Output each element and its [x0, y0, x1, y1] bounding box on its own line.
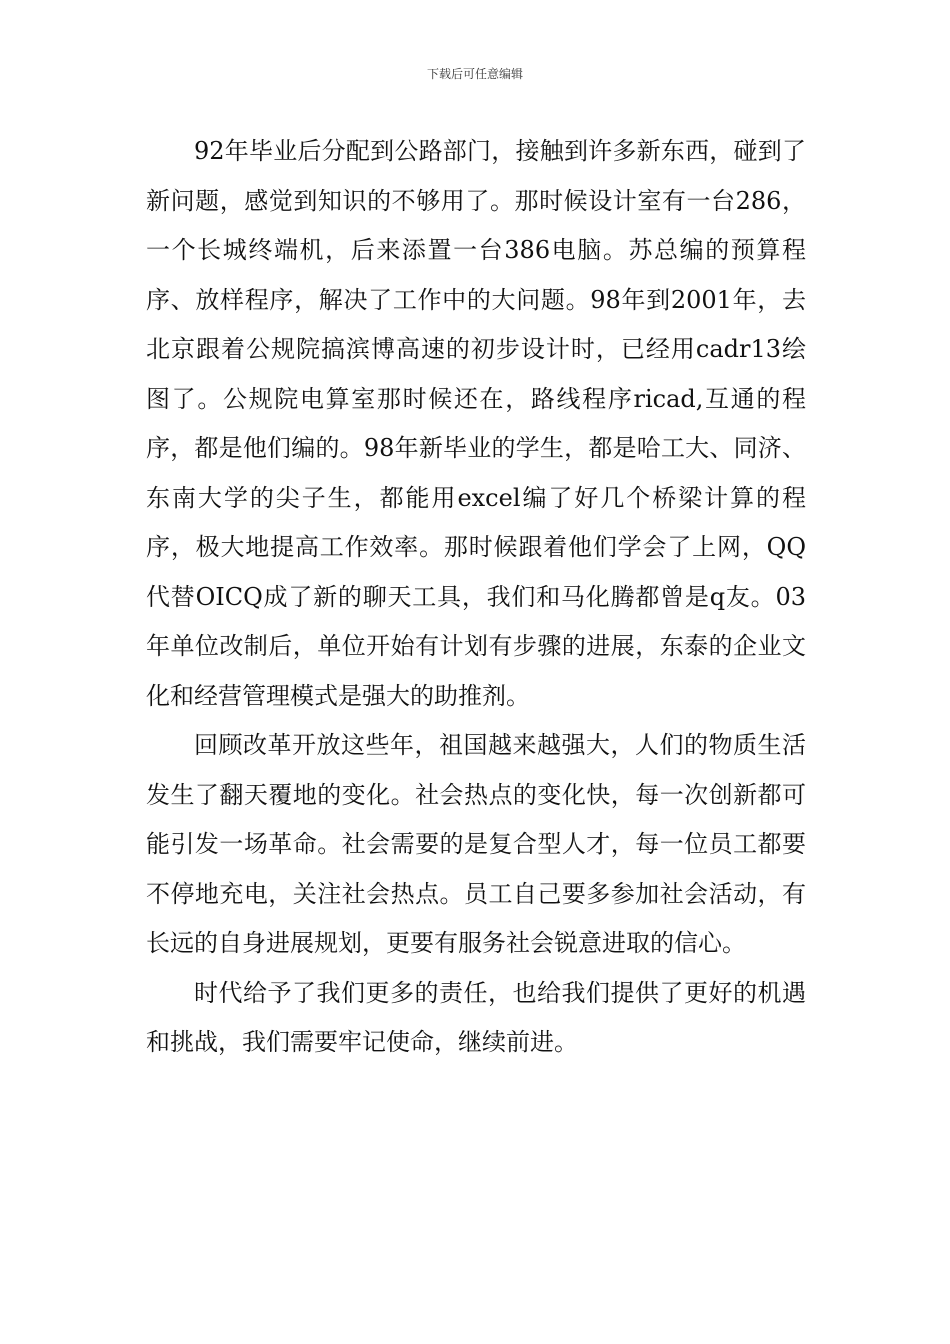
paragraph-2: 回顾改革开放这些年，祖国越来越强大，人们的物质生活发生了翻天覆地的变化。社会热点的变化快，每一次创新都可能引发一场革命。社会需要的是复合型人才，每一位员工都要不停地充电，关注社会热点。员工自己要多参加社会活动，有长远的自身进展规划，更要有服务社会锐意进取的信心。	[146, 731, 806, 957]
header-note: 下载后可任意编辑	[426, 67, 523, 81]
paragraph-3: 时代给予了我们更多的责任，也给我们提供了更好的机遇和挑战，我们需要牢记使命，继续前进。	[146, 978, 806, 1056]
document-body	[146, 127, 806, 1068]
paragraph-1: 92年毕业后分配到公路部门，接触到许多新东西，碰到了新问题，感觉到知识的不够用了。那时候设计室有一台286，一个长城终端机，后来添置一台386电脑。苏总编的预算程序、放样程序，解决了工作中的大问题。98年到2001年，去北京跟着公规院搞滨博高速的初步设计时，已经用cadr13绘图了。公规院电算室那时候还在，路线程序ricad,互通的程序，都是他们编的。98年新毕业的学生，都是哈工大、同济、东南大学的尖子生，都能用excel编了好几个桥梁计算的程序，极大地提高工作效率。那时候跟着他们学会了上网，QQ代替OICQ成了新的聊天工具，我们和马化腾都曾是q友。03年单位改制后，单位开始有计划有步骤的进展，东泰的企业文化和经营管理模式是强大的助推剂。	[146, 137, 806, 710]
